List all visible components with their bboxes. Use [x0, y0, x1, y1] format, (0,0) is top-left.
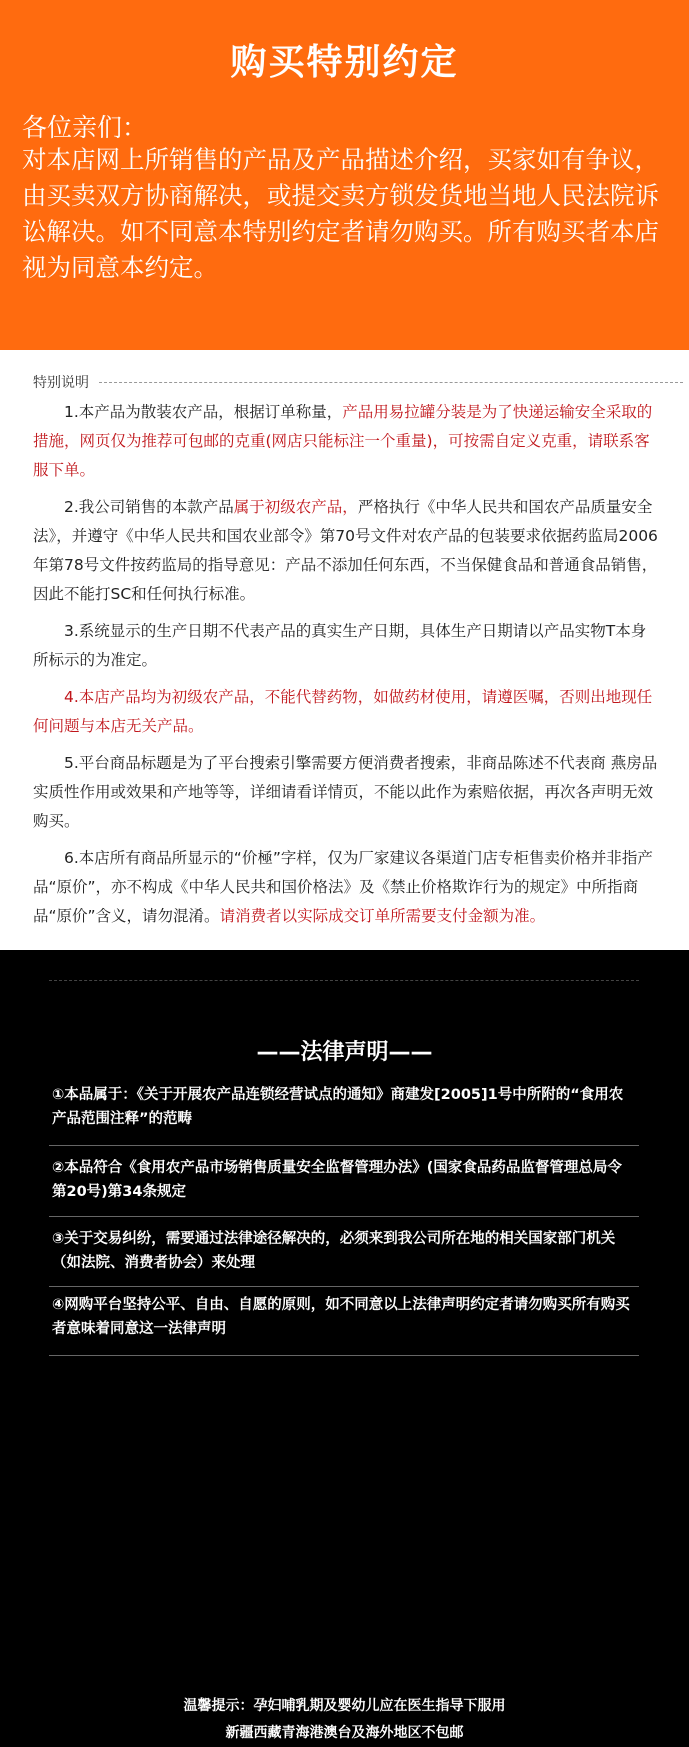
divider	[49, 1145, 639, 1146]
note-item-5	[33, 749, 661, 836]
special-notes-section	[0, 350, 689, 950]
greeting: 各位亲们：	[22, 113, 148, 142]
dotted-divider	[49, 980, 639, 981]
notes-list	[33, 398, 661, 939]
legal-section	[0, 950, 689, 1741]
legal-item-1: ①本品属于：《关于开展农产品连锁经营试点的通知》商建发[2005]1号中所附的“食用农产品范围注释”的范畴	[52, 1087, 624, 1127]
legal-title: ——法律声明——	[256, 1040, 433, 1065]
page-title: 购买特别约定	[230, 42, 459, 83]
note-text: 3.系统显示的生产日期不代表产品的真实生产日期，具体生产日期请以产品实物T本身所标示的为准定。	[33, 622, 647, 669]
note-highlight: 属于初级农产品，	[233, 498, 358, 516]
note-highlight: 产品用易拉罐分装是为了快递运输安全采取的措施，网页仅为推荐可包邮的克重(网店只能标注一个重量)，可按需自定义克重，请联系客服下单。	[33, 403, 653, 479]
legal-item-4: ④网购平台坚持公平、自由、自愿的原则，如不同意以上法律声明约定者请勿购买所有购买者意味着同意这一法律声明	[52, 1297, 630, 1337]
note-text: 5.平台商品标题是为了平台搜索引擎需要方便消费者搜索，非商品陈述不代表商 燕房品实质性作用或效果和产地等等，详细请看详情页，不能以此作为索赔依据，再次各声明无效购买。	[33, 754, 658, 830]
note-text: 6.本店所有商品所显示的“价極”字样，仅为厂家建议各渠道门店专柜售卖价格并非指产品“原价”，亦不构成《中华人民共和国价格法》及《禁止价格欺诈行为的规定》中所指商品“原价”含义，请勿混淆。	[33, 849, 653, 925]
legal-item-2: ②本品符合《食用农产品市场销售质量安全监督管理办法》(国家食品药品监督管理总局令第20号)第34条规定	[52, 1160, 622, 1200]
dotted-divider	[99, 382, 683, 383]
note-highlight: 4.本店产品均为初级农产品，不能代替药物，如做药材使用，请遵医嘱，否则出地现任何问题与本店无关产品。	[33, 688, 653, 735]
note-item-6	[33, 844, 661, 931]
note-text: 2.我公司销售的本款产品	[64, 498, 234, 516]
divider	[49, 1355, 639, 1356]
note-text: 1.本产品为散装农产品，根据订单称量，	[64, 403, 343, 421]
note-highlight: 请消费者以实际成交订单所需要支付金额为准。	[219, 907, 546, 925]
notes-heading-row	[33, 372, 683, 392]
note-item-2	[33, 493, 661, 609]
legal-item-3: ③关于交易纠纷，需要通过法律途径解决的，必须来到我公司所在地的相关国家部门机关（如法院、消费者协会）来处理	[52, 1231, 616, 1271]
agreement-banner	[0, 0, 689, 350]
note-text: 严格执行《中华人民共和国农产品质量安全法》，并遵守《中华人民共和国农业部令》第70号文件对农产品的包装要求依据药监局2006年第78号文件按药监局的指导意见：产品不添加任何东西，不当保健食品和普通食品销售，因此不能打SC和任何执行标准。	[33, 498, 658, 603]
note-item-3	[33, 617, 661, 675]
notes-heading: 特别说明	[33, 375, 89, 391]
divider	[49, 1286, 639, 1287]
note-item-1	[33, 398, 661, 485]
tip-line-2: 新疆西藏青海港澳台及海外地区不包邮	[225, 1725, 464, 1741]
agreement-text: 对本店网上所销售的产品及产品描述介绍，买家如有争议，由买卖双方协商解决，或提交卖方锁发货地当地人民法院诉讼解决。如不同意本特别约定者请勿购买。所有购买者本店视为同意本约定。	[22, 145, 659, 282]
tip-line-1: 温馨提示：孕妇哺乳期及婴幼儿应在医生指导下服用	[183, 1698, 506, 1714]
divider	[49, 1216, 639, 1217]
note-item-4	[33, 683, 661, 741]
